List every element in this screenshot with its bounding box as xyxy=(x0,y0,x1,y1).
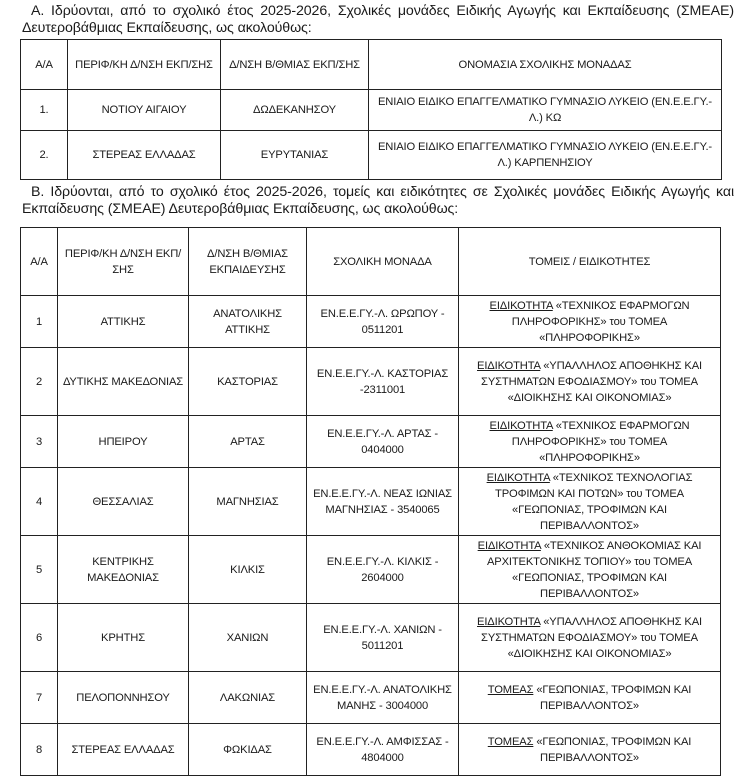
row-school: ΕΝ.Ε.Ε.ΓΥ.-Λ. ΑΜΦΙΣΣΑΣ - 4804000 xyxy=(307,724,459,776)
row-number: 8 xyxy=(21,724,58,776)
table-b-header-row xyxy=(21,228,721,296)
row-sector-specialty xyxy=(459,348,721,416)
row-school: ΕΝ.Ε.Ε.ΓΥ.-Λ. ΝΕΑΣ ΙΩΝΙΑΣ ΜΑΓΝΗΣΙΑΣ - 3540065 xyxy=(307,468,459,536)
row-school: ΕΝ.Ε.Ε.ΓΥ.-Λ. ΑΝΑΤΟΛΙΚΗΣ ΜΑΝΗΣ - 3004000 xyxy=(307,672,459,724)
table-b-header-region: ΠΕΡΙΦ/ΚΗ Δ/ΝΣΗ ΕΚΠ/ΣΗΣ xyxy=(58,228,189,296)
row-directorate: ΦΩΚΙΔΑΣ xyxy=(189,724,307,776)
row-detail: «ΥΠΑΛΛΗΛΟΣ ΑΠΟΘΗΚΗΣ ΚΑΙ ΣΥΣΤΗΜΑΤΩΝ ΕΦΟΔΙΑΣΜΟΥ» του ΤΟΜΕΑ «ΔΙΟΙΚΗΣΗΣ ΚΑΙ ΟΙΚΟΝΟΜΙΑΣ» xyxy=(481,359,702,404)
table-a-header-num: Α/Α xyxy=(21,40,68,90)
row-region: ΗΠΕΙΡΟΥ xyxy=(58,416,189,468)
row-kind-label: ΤΟΜΕΑΣ xyxy=(487,735,534,748)
row-number: 5 xyxy=(21,536,58,604)
row-detail: «ΓΕΩΠΟΝΙΑΣ, ΤΡΟΦΙΜΩΝ ΚΑΙ ΠΕΡΙΒΑΛΛΟΝΤΟΣ» xyxy=(533,683,692,712)
table-row xyxy=(21,348,721,416)
row-number: 3 xyxy=(21,416,58,468)
table-a-header-directorate: Δ/ΝΣΗ Β/ΘΜΙΑΣ ΕΚΠ/ΣΗΣ xyxy=(221,40,369,90)
table-row xyxy=(21,672,721,724)
table-new-schools xyxy=(20,39,722,180)
row-number: 1. xyxy=(21,90,68,131)
row-sector-specialty xyxy=(459,536,721,604)
row-directorate: ΔΩΔΕΚΑΝΗΣΟΥ xyxy=(221,90,369,131)
row-school: ΕΝ.Ε.Ε.ΓΥ.-Λ. ΧΑΝΙΩΝ - 5011201 xyxy=(307,604,459,672)
table-b-header-directorate: Δ/ΝΣΗ Β/ΘΜΙΑΣ ΕΚΠΑΙΔΕΥΣΗΣ xyxy=(189,228,307,296)
row-kind-label: ΤΟΜΕΑΣ xyxy=(487,683,534,696)
row-kind-label: ΕΙΔΙΚΟΤΗΤΑ xyxy=(489,299,553,312)
row-sector-specialty xyxy=(459,296,721,348)
row-school-name: ΕΝΙΑΙΟ ΕΙΔΙΚΟ ΕΠΑΓΓΕΛΜΑΤΙΚΟ ΓΥΜΝΑΣΙΟ ΛΥΚΕΙΟ (ΕΝ.Ε.Ε.ΓΥ.-Λ.) ΚΑΡΠΕΝΗΣΙΟΥ xyxy=(369,131,722,180)
row-directorate: ΛΑΚΩΝΙΑΣ xyxy=(189,672,307,724)
table-b-header-num: Α/Α xyxy=(21,228,58,296)
row-directorate: ΑΡΤΑΣ xyxy=(189,416,307,468)
row-region: ΘΕΣΣΑΛΙΑΣ xyxy=(58,468,189,536)
row-sector-specialty xyxy=(459,416,721,468)
row-number: 4 xyxy=(21,468,58,536)
row-kind-label: ΕΙΔΙΚΟΤΗΤΑ xyxy=(489,419,553,432)
row-kind-label: ΕΙΔΙΚΟΤΗΤΑ xyxy=(477,539,541,552)
row-region: ΝΟΤΙΟΥ ΑΙΓΑΙΟΥ xyxy=(68,90,221,131)
table-new-specialties xyxy=(20,227,721,776)
row-directorate: ΧΑΝΙΩΝ xyxy=(189,604,307,672)
row-sector-specialty xyxy=(459,468,721,536)
row-sector-specialty xyxy=(459,604,721,672)
row-region: ΔΥΤΙΚΗΣ ΜΑΚΕΔΟΝΙΑΣ xyxy=(58,348,189,416)
row-detail: «ΥΠΑΛΛΗΛΟΣ ΑΠΟΘΗΚΗΣ ΚΑΙ ΣΥΣΤΗΜΑΤΩΝ ΕΦΟΔΙΑΣΜΟΥ» του ΤΟΜΕΑ «ΔΙΟΙΚΗΣΗΣ ΚΑΙ ΟΙΚΟΝΟΜΙΑΣ» xyxy=(481,615,702,660)
row-number: 7 xyxy=(21,672,58,724)
row-kind-label: ΕΙΔΙΚΟΤΗΤΑ xyxy=(486,471,550,484)
row-directorate: ΑΝΑΤΟΛΙΚΗΣ ΑΤΤΙΚΗΣ xyxy=(189,296,307,348)
row-kind-label: ΕΙΔΙΚΟΤΗΤΑ xyxy=(477,359,541,372)
table-row xyxy=(21,468,721,536)
row-sector-specialty xyxy=(459,672,721,724)
row-directorate: ΜΑΓΝΗΣΙΑΣ xyxy=(189,468,307,536)
row-region: ΚΕΝΤΡΙΚΗΣ ΜΑΚΕΔΟΝΙΑΣ xyxy=(58,536,189,604)
section-b-intro xyxy=(22,184,734,218)
row-number: 2 xyxy=(21,348,58,416)
row-detail: «ΤΕΧΝΙΚΟΣ ΕΦΑΡΜΟΓΩΝ ΠΛΗΡΟΦΟΡΙΚΗΣ» του ΤΟΜΕΑ «ΠΛΗΡΟΦΟΡΙΚΗΣ» xyxy=(511,299,690,344)
row-region: ΠΕΛΟΠΟΝΝΗΣΟΥ xyxy=(58,672,189,724)
row-number: 1 xyxy=(21,296,58,348)
table-a-header-row xyxy=(21,40,722,90)
row-detail: «ΤΕΧΝΙΚΟΣ ΤΕΧΝΟΛΟΓΙΑΣ ΤΡΟΦΙΜΩΝ ΚΑΙ ΠΟΤΩΝ» του ΤΟΜΕΑ «ΓΕΩΠΟΝΙΑΣ, ΤΡΟΦΙΜΩΝ ΚΑΙ ΠΕΡΙΒΑΛΛΟΝΤΟΣ» xyxy=(495,471,693,532)
table-a-header-region: ΠΕΡΙΦ/ΚΗ Δ/ΝΣΗ ΕΚΠ/ΣΗΣ xyxy=(68,40,221,90)
row-region: ΣΤΕΡΕΑΣ ΕΛΛΑΔΑΣ xyxy=(58,724,189,776)
row-kind-label: ΕΙΔΙΚΟΤΗΤΑ xyxy=(477,615,541,628)
section-b-text: Β. Ιδρύονται, από το σχολικό έτος 2025-2026, τομείς και ειδικότητες σε Σχολικές μονάδες Ειδικής Αγωγής και Εκπαίδευσης (ΣΜΕΑΕ) Δευτεροβάθμιας Εκπαίδευσης, ως ακολούθως: xyxy=(22,184,734,217)
table-b-header-school: ΣΧΟΛΙΚΗ ΜΟΝΑΔΑ xyxy=(307,228,459,296)
row-school: ΕΝ.Ε.Ε.ΓΥ.-Λ. ΑΡΤΑΣ - 0404000 xyxy=(307,416,459,468)
row-detail: «ΓΕΩΠΟΝΙΑΣ, ΤΡΟΦΙΜΩΝ ΚΑΙ ΠΕΡΙΒΑΛΛΟΝΤΟΣ» xyxy=(533,735,692,764)
table-a-header-school-name: ΟΝΟΜΑΣΙΑ ΣΧΟΛΙΚΗΣ ΜΟΝΑΔΑΣ xyxy=(369,40,722,90)
row-region: ΚΡΗΤΗΣ xyxy=(58,604,189,672)
row-directorate: ΚΙΛΚΙΣ xyxy=(189,536,307,604)
table-b-header-sectors: ΤΟΜΕΙΣ / ΕΙΔΙΚΟΤΗΤΕΣ xyxy=(459,228,721,296)
section-a-intro xyxy=(22,3,734,37)
row-school: ΕΝ.Ε.Ε.ΓΥ.-Λ. ΩΡΩΠΟΥ - 0511201 xyxy=(307,296,459,348)
row-school: ΕΝ.Ε.Ε.ΓΥ.-Λ. ΚΙΛΚΙΣ - 2604000 xyxy=(307,536,459,604)
row-directorate: ΕΥΡΥΤΑΝΙΑΣ xyxy=(221,131,369,180)
table-row xyxy=(21,131,722,180)
row-region: ΣΤΕΡΕΑΣ ΕΛΛΑΔΑΣ xyxy=(68,131,221,180)
table-row xyxy=(21,416,721,468)
row-detail: «ΤΕΧΝΙΚΟΣ ΑΝΘΟΚΟΜΙΑΣ ΚΑΙ ΑΡΧΙΤΕΚΤΟΝΙΚΗΣ ΤΟΠΙΟΥ» του ΤΟΜΕΑ «ΓΕΩΠΟΝΙΑΣ, ΤΡΟΦΙΜΩΝ ΚΑΙ ΠΕΡΙΒΑΛΛΟΝΤΟΣ» xyxy=(486,539,702,600)
table-row xyxy=(21,90,722,131)
row-school: ΕΝ.Ε.Ε.ΓΥ.-Λ. ΚΑΣΤΟΡΙΑΣ -2311001 xyxy=(307,348,459,416)
row-school-name: ΕΝΙΑΙΟ ΕΙΔΙΚΟ ΕΠΑΓΓΕΛΜΑΤΙΚΟ ΓΥΜΝΑΣΙΟ ΛΥΚΕΙΟ (ΕΝ.Ε.Ε.ΓΥ.-Λ.) ΚΩ xyxy=(369,90,722,131)
row-number: 2. xyxy=(21,131,68,180)
row-region: ΑΤΤΙΚΗΣ xyxy=(58,296,189,348)
row-detail: «ΤΕΧΝΙΚΟΣ ΕΦΑΡΜΟΓΩΝ ΠΛΗΡΟΦΟΡΙΚΗΣ» του ΤΟΜΕΑ «ΠΛΗΡΟΦΟΡΙΚΗΣ» xyxy=(511,419,690,464)
table-row xyxy=(21,296,721,348)
row-number: 6 xyxy=(21,604,58,672)
section-a-text: Α. Ιδρύονται, από το σχολικό έτος 2025-2026, Σχολικές μονάδες Ειδικής Αγωγής και Εκπαίδευσης (ΣΜΕΑΕ) Δευτεροβάθμιας Εκπαίδευσης, ως ακολούθως: xyxy=(22,3,734,36)
table-row xyxy=(21,724,721,776)
row-directorate: ΚΑΣΤΟΡΙΑΣ xyxy=(189,348,307,416)
table-row xyxy=(21,604,721,672)
row-sector-specialty xyxy=(459,724,721,776)
table-row xyxy=(21,536,721,604)
